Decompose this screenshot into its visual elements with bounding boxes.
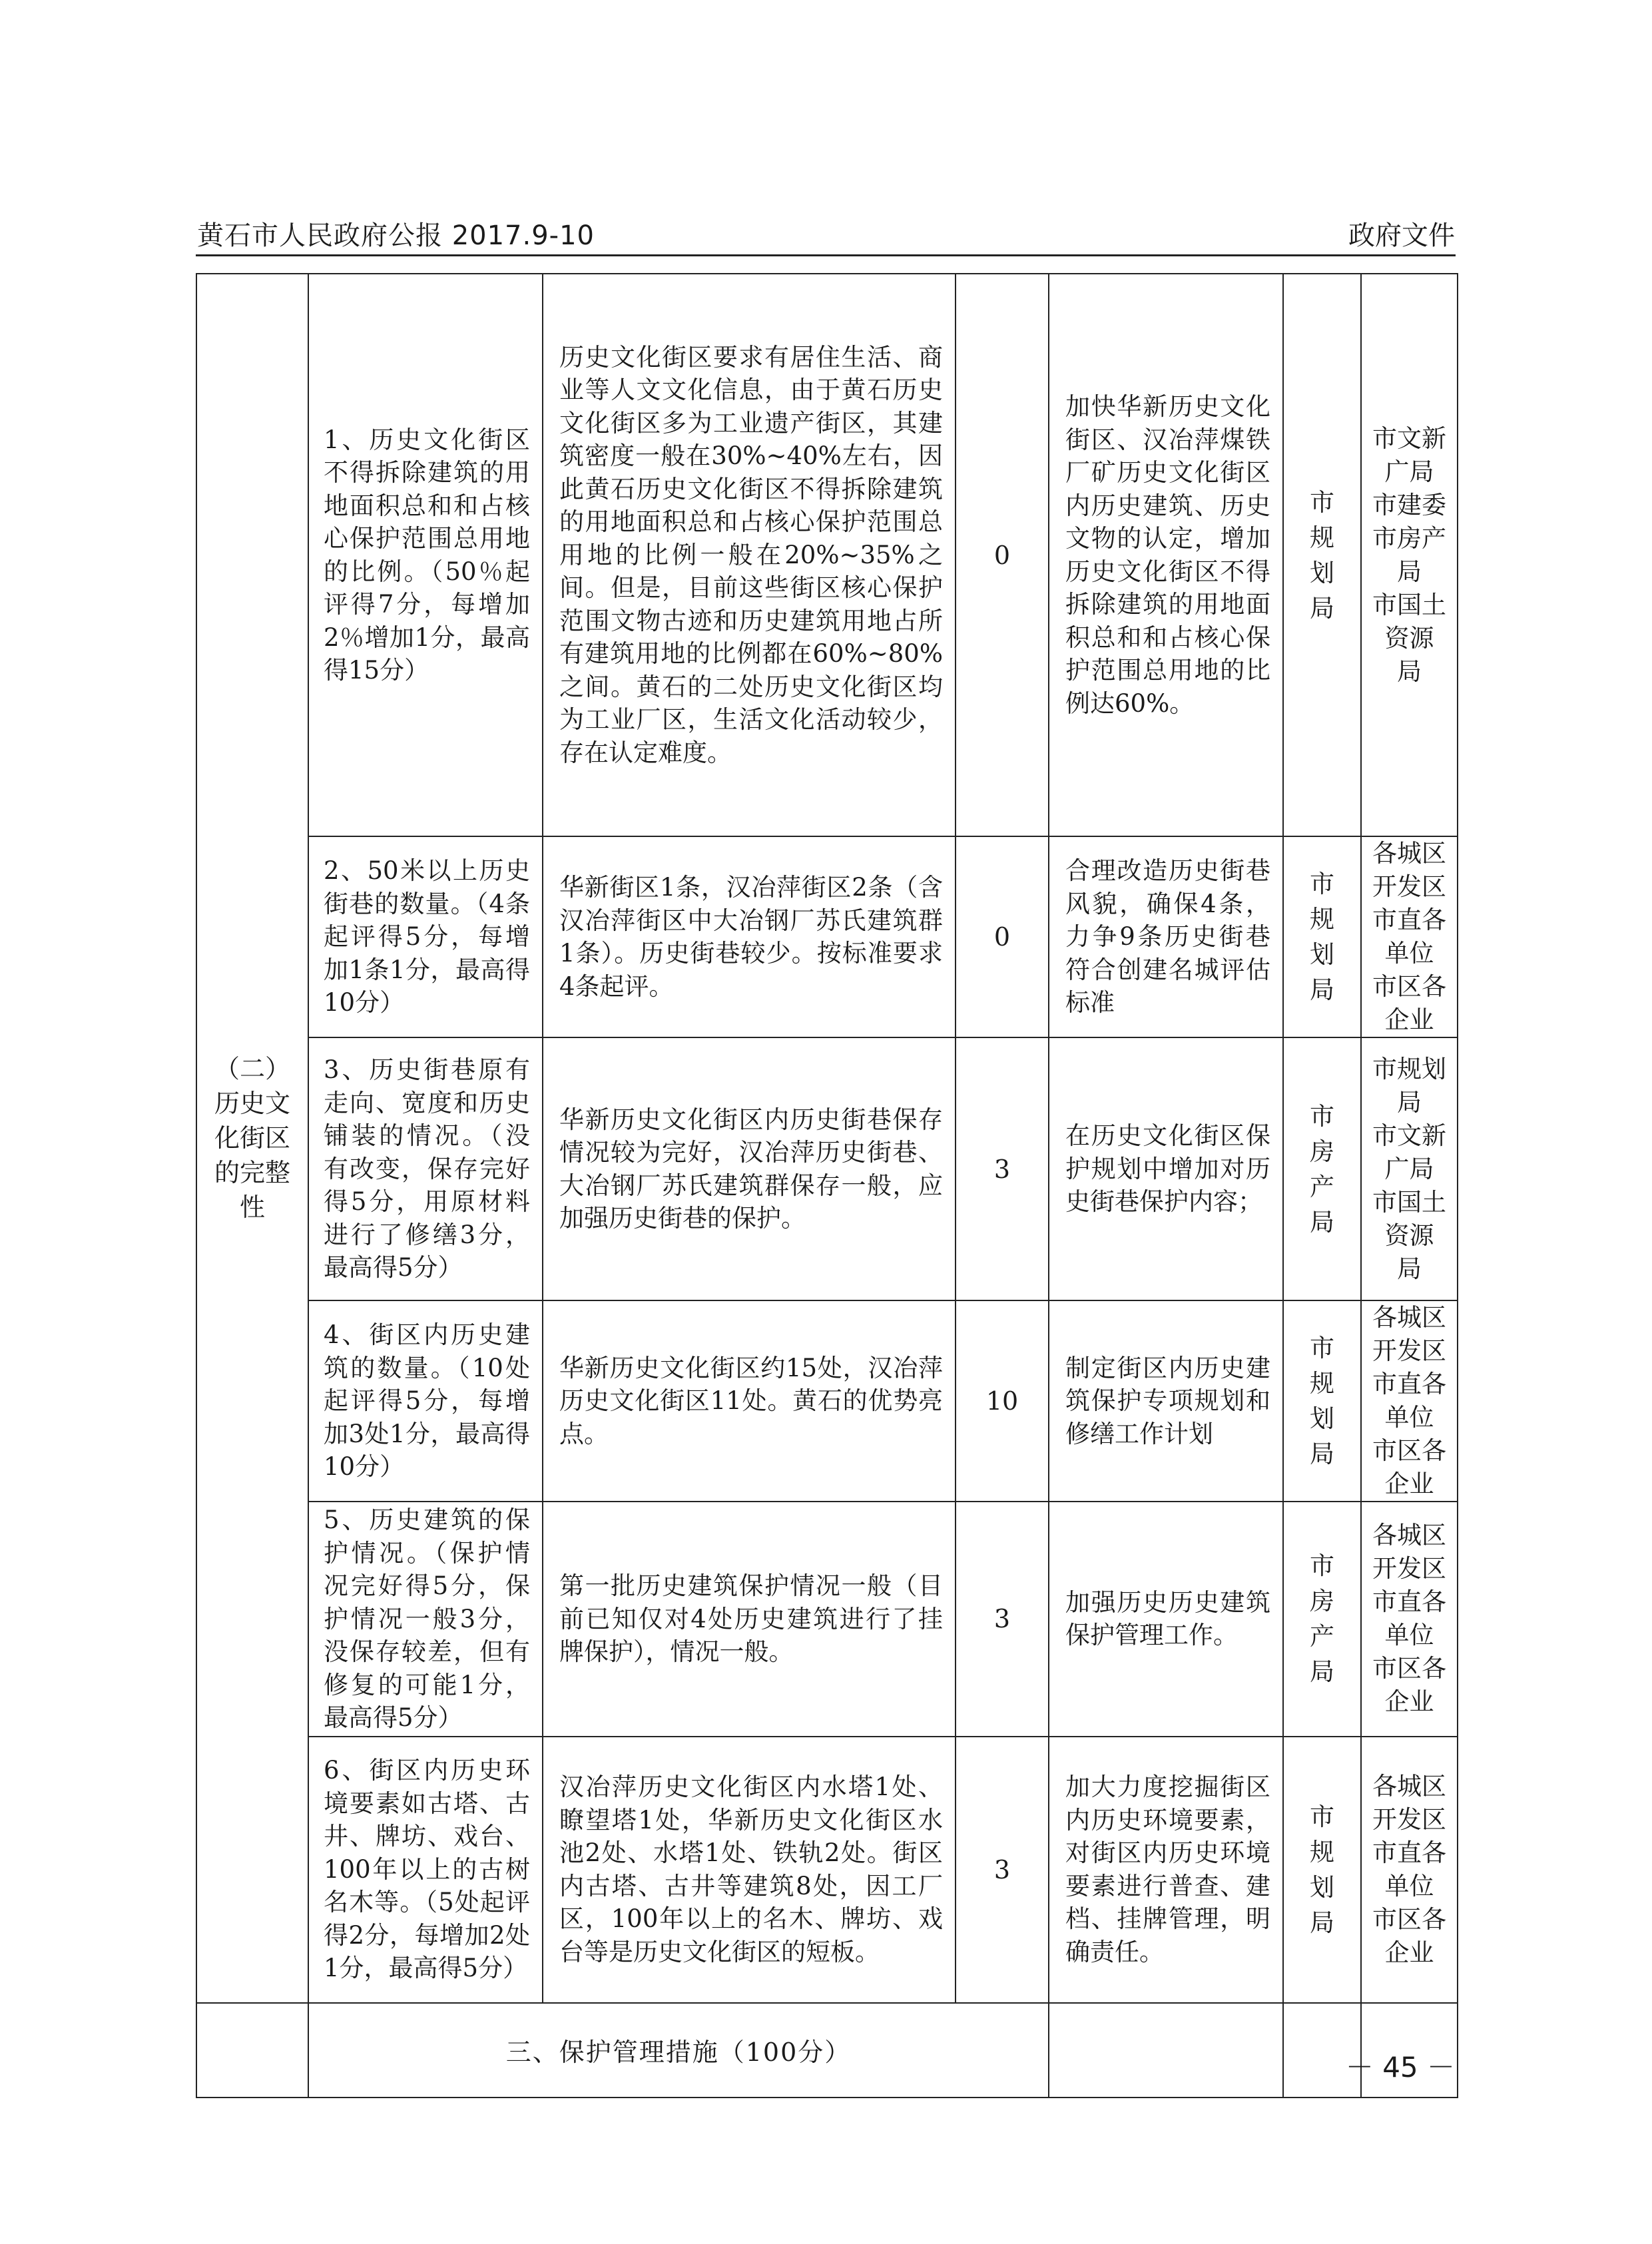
- coop-unit-cell: 各城区 开发区 市直各单位 市区各企业: [1361, 836, 1458, 1037]
- section-row: [196, 2003, 1458, 2098]
- status-cell: 历史文化街区要求有居住生活、商业等人文文化信息，由于黄石历史文化街区多为工业遗产街区，其建筑密度一般在30%~40%左右，因此黄石历史文化街区不得拆除建筑的用地面积总和占核心保护范围总用地的比例一般在20%~35%之间。但是，目前这些街区核心保护范围文物古迹和历史建筑用地占所有建筑用地的比例都在60%~80%之间。黄石的二处历史文化街区均为工业厂区，生活文化活动较少，存在认定难度。: [543, 274, 956, 836]
- coop-unit-cell: 市规划局 市文新广局 市国土资源 局: [1361, 1037, 1458, 1300]
- lead-unit-cell: 市规划局: [1283, 836, 1361, 1037]
- score-cell: 3: [956, 1037, 1049, 1300]
- score-cell: 0: [956, 836, 1049, 1037]
- section-title-cell: 三、保护管理措施（100分）: [308, 2003, 1049, 2098]
- coop-unit-cell: 各城区 开发区 市直各单位 市区各企业: [1361, 1502, 1458, 1737]
- coop-unit-cell: 各城区 开发区 市直各单位 市区各企业: [1361, 1300, 1458, 1502]
- header-rule: [196, 254, 1456, 256]
- score-cell: 3: [956, 1737, 1049, 2003]
- measure-cell: 制定街区内历史建筑保护专项规划和修缮工作计划: [1049, 1300, 1283, 1502]
- lead-unit-cell: 市规划局: [1283, 274, 1361, 836]
- table-row: [196, 1300, 1458, 1502]
- lead-unit-cell: 市规划局: [1283, 1737, 1361, 2003]
- measure-cell: 加大力度挖掘街区内历史环境要素，对街区内历史环境要素进行普查、建档、挂牌管理，明确责任。: [1049, 1737, 1283, 2003]
- page-number: － 45 －: [1345, 2051, 1455, 2084]
- table-row: [196, 1037, 1458, 1300]
- publication-header: 黄石市人民政府公报 2017.9-10: [197, 220, 595, 251]
- score-cell: 0: [956, 274, 1049, 836]
- section-label: 政府文件: [1348, 220, 1455, 251]
- lead-unit-cell: 市房产局: [1283, 1502, 1361, 1737]
- evaluation-table: [196, 273, 1458, 2098]
- criterion-cell: 2、50米以上历史街巷的数量。（4条起评得5分，每增加1条1分，最高得10分）: [308, 836, 543, 1037]
- criterion-cell: 3、历史街巷原有走向、宽度和历史铺装的情况。（没有改变，保存完好得5分，用原材料进行了修缮3分，最高得5分）: [308, 1037, 543, 1300]
- criterion-cell: 5、历史建筑的保护情况。（保护情况完好得5分，保护情况一般3分，没保存较差，但有修复的可能1分，最高得5分）: [308, 1502, 543, 1737]
- criterion-cell: 6、街区内历史环境要素如古塔、古井、牌坊、戏台、100年以上的古树名木等。（5处起评得2分，每增加2处1分，最高得5分）: [308, 1737, 543, 2003]
- lead-unit-cell: 市规划局: [1283, 1300, 1361, 1502]
- table-row: [196, 274, 1458, 836]
- coop-unit-cell: 各城区 开发区 市直各单位 市区各企业: [1361, 1737, 1458, 2003]
- status-cell: 华新街区1条，汉冶萍街区2条（含汉冶萍街区中大冶钢厂苏氏建筑群1条）。历史街巷较少。按标准要求4条起评。: [543, 836, 956, 1037]
- table-row: [196, 1737, 1458, 2003]
- coop-unit-cell: 市文新广局 市建委 市房产局 市国土资源 局: [1361, 274, 1458, 836]
- criterion-cell: 1、历史文化街区不得拆除建筑的用地面积总和和占核心保护范围总用地的比例。（50％起评得7分，每增加2％增加1分，最高得15分）: [308, 274, 543, 836]
- empty-cell: [196, 2003, 308, 2098]
- empty-cell: [1049, 2003, 1283, 2098]
- table-row: [196, 1502, 1458, 1737]
- category-cell: （二）历史文化街区的完整性: [196, 274, 308, 2003]
- measure-cell: 合理改造历史街巷风貌，确保4条，力争9条历史街巷符合创建名城评估标准: [1049, 836, 1283, 1037]
- measure-cell: 加快华新历史文化街区、汉冶萍煤铁厂矿历史文化街区内历史建筑、历史文物的认定，增加历史文化街区不得拆除建筑的用地面积总和和占核心保护范围总用地的比例达60%。: [1049, 274, 1283, 836]
- score-cell: 3: [956, 1502, 1049, 1737]
- score-cell: 10: [956, 1300, 1049, 1502]
- status-cell: 第一批历史建筑保护情况一般（目前已知仅对4处历史建筑进行了挂牌保护），情况一般。: [543, 1502, 956, 1737]
- table-row: [196, 836, 1458, 1037]
- status-cell: 华新历史文化街区内历史街巷保存情况较为完好，汉冶萍历史街巷、大冶钢厂苏氏建筑群保存一般，应加强历史街巷的保护。: [543, 1037, 956, 1300]
- lead-unit-cell: 市房产局: [1283, 1037, 1361, 1300]
- criterion-cell: 4、街区内历史建筑的数量。（10处起评得5分，每增加3处1分，最高得10分）: [308, 1300, 543, 1502]
- measure-cell: 在历史文化街区保护规划中增加对历史街巷保护内容；: [1049, 1037, 1283, 1300]
- measure-cell: 加强历史历史建筑保护管理工作。: [1049, 1502, 1283, 1737]
- status-cell: 汉冶萍历史文化街区内水塔1处、瞭望塔1处，华新历史文化街区水池2处、水塔1处、铁轨2处。街区内古塔、古井等建筑8处，因工厂区，100年以上的名木、牌坊、戏台等是历史文化街区的短板。: [543, 1737, 956, 2003]
- status-cell: 华新历史文化街区约15处，汉冶萍历史文化街区11处。黄石的优势亮点。: [543, 1300, 956, 1502]
